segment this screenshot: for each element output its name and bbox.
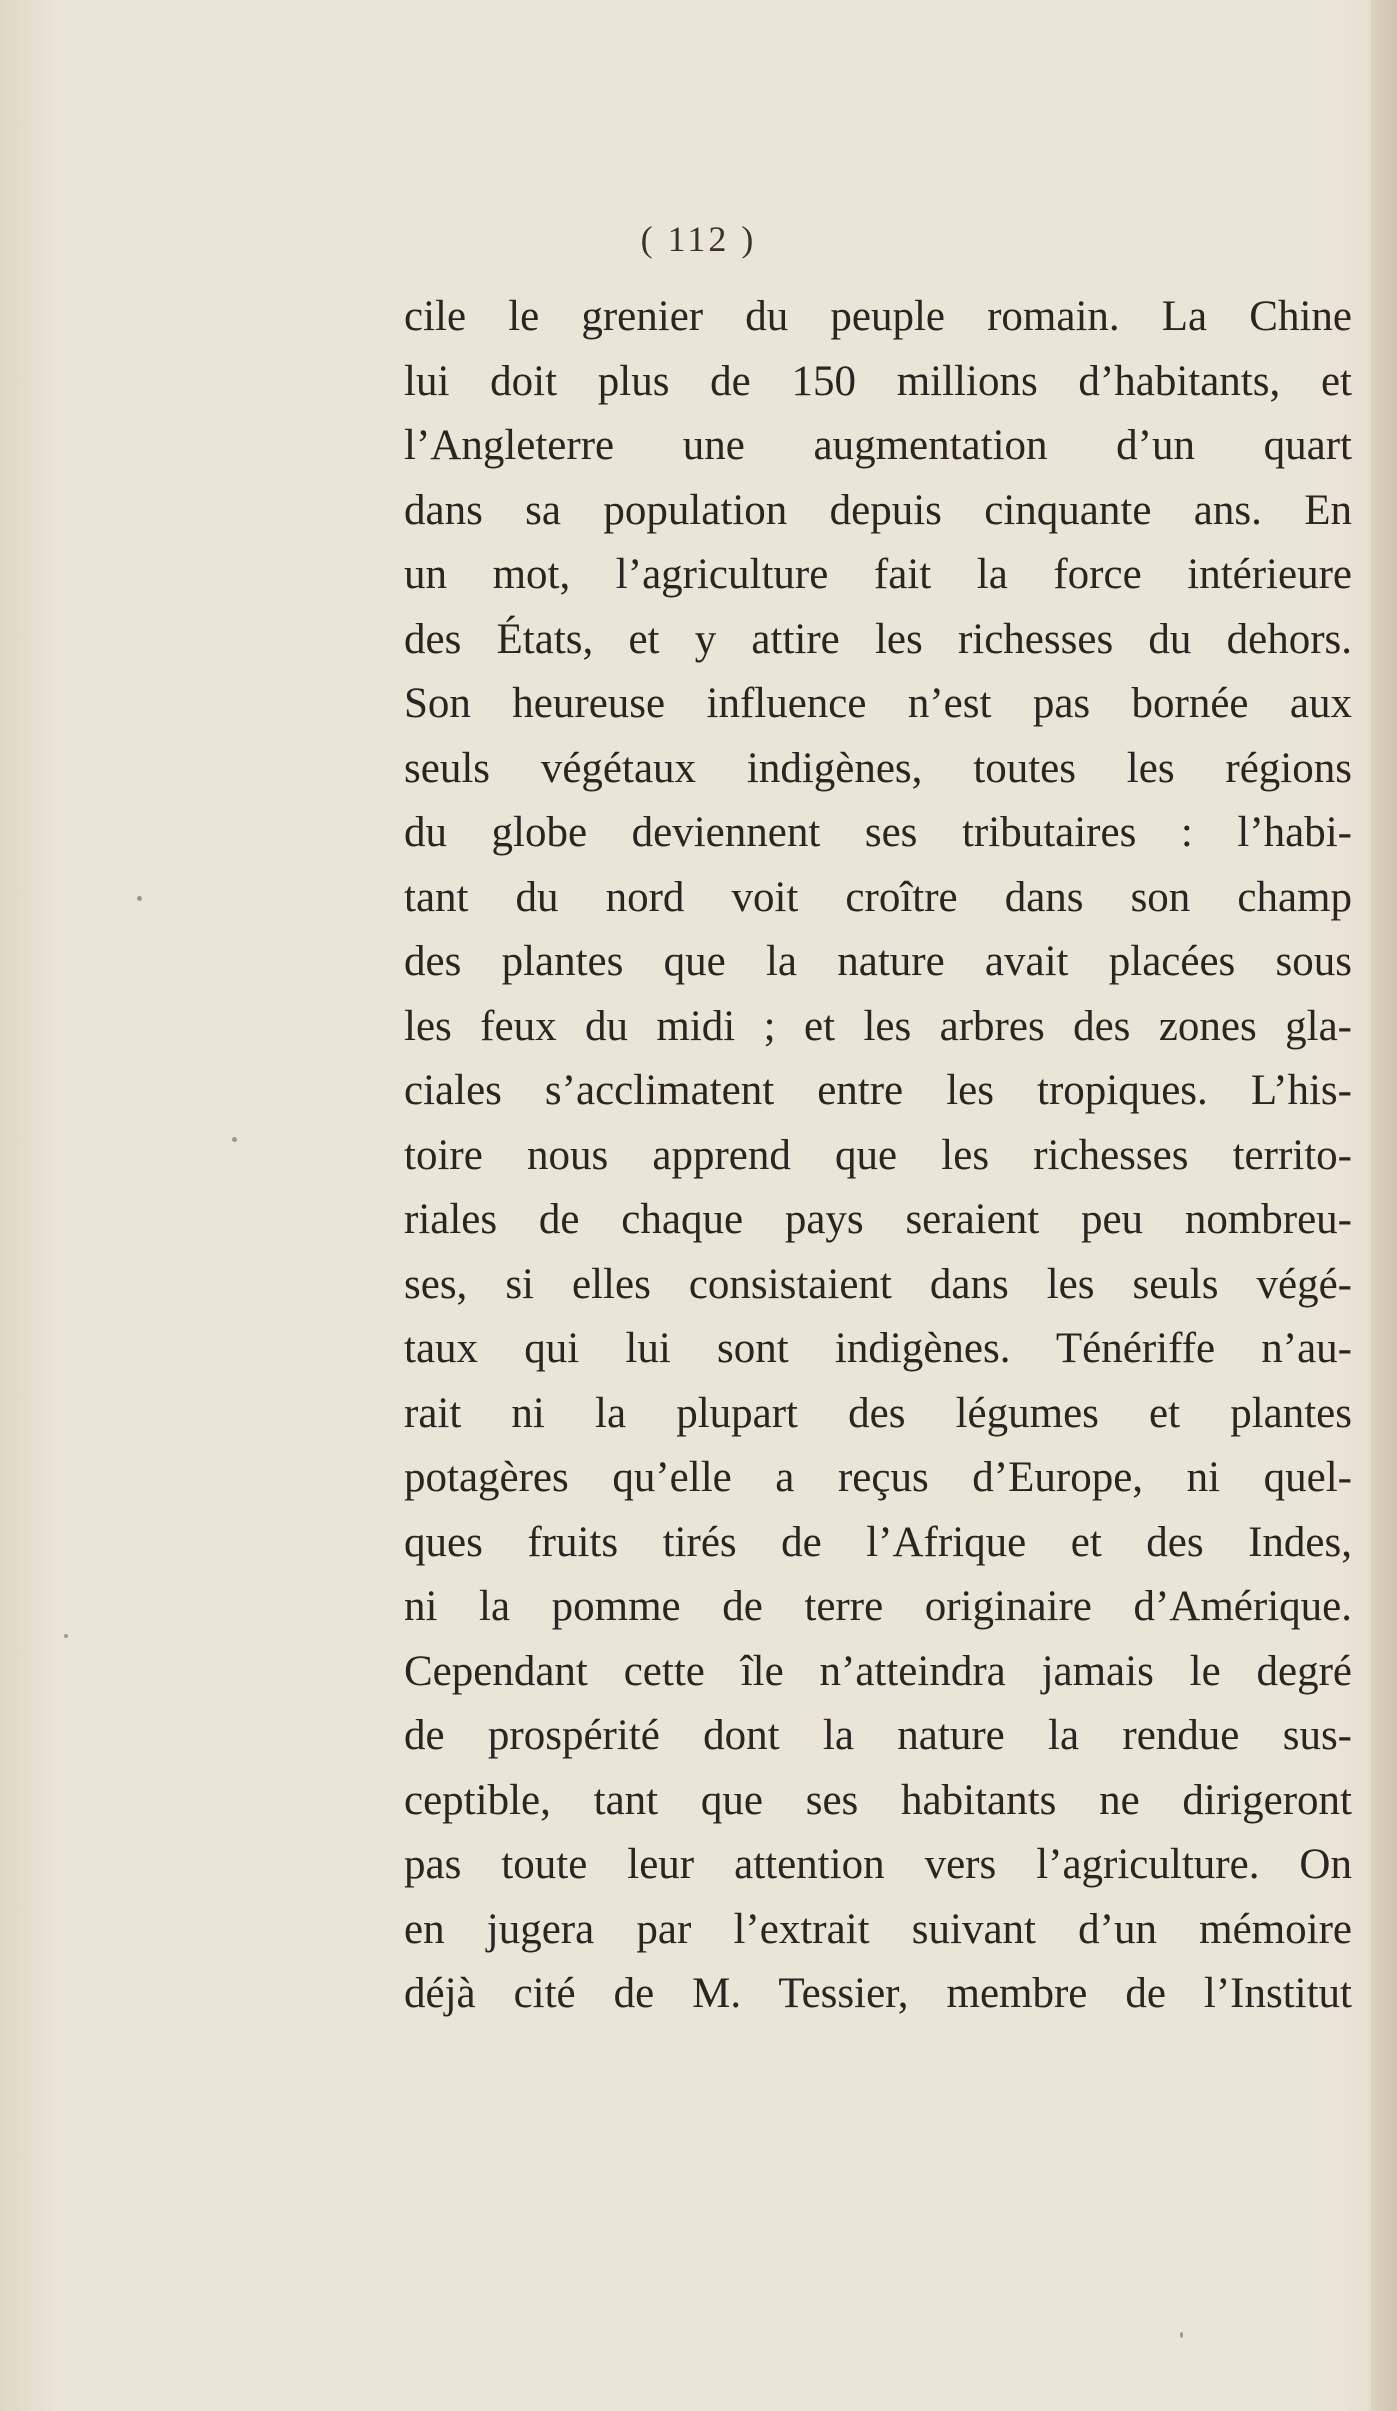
text-line: pas toute leur attention vers l’agriculture. On	[404, 1841, 1352, 1888]
text-line: seuls végétaux indigènes, toutes les régions	[404, 744, 1352, 792]
text-line: Cependant cette île n’atteindra jamais le degré	[404, 1647, 1352, 1695]
text-line: des plantes que la nature avait placées sous	[404, 938, 1352, 985]
paper-speck	[1180, 2332, 1183, 2338]
text-line: ques fruits tirés de l’Afrique et des Indes,	[404, 1518, 1352, 1566]
text-line: ses, si elles consistaient dans les seuls végé-	[404, 1260, 1352, 1308]
text-line: du globe deviennent ses tributaires : l’habi-	[404, 809, 1352, 856]
text-line: déjà cité de M. Tessier, membre de l’Institut	[404, 1970, 1352, 2017]
text-line: dans sa population depuis cinquante ans. En	[404, 486, 1352, 534]
text-line: un mot, l’agriculture fait la force intérieure	[404, 551, 1352, 598]
text-line: ceptible, tant que ses habitants ne dirigeront	[404, 1776, 1352, 1824]
text-line: l’Angleterre une augmentation d’un quart	[404, 422, 1352, 469]
text-line: ciales s’acclimatent entre les tropiques. L’his-	[404, 1067, 1352, 1114]
text-line: toire nous apprend que les richesses territo-	[404, 1131, 1352, 1179]
text-line: tant du nord voit croître dans son champ	[404, 873, 1352, 921]
text-line: de prospérité dont la nature la rendue sus-	[404, 1712, 1352, 1759]
text-line: lui doit plus de 150 millions d’habitants, et	[404, 357, 1352, 405]
text-line: potagères qu’elle a reçus d’Europe, ni quel-	[404, 1454, 1352, 1501]
text-line: les feux du midi ; et les arbres des zones gla-	[404, 1002, 1352, 1050]
paper-speck	[64, 1634, 68, 1638]
text-line: taux qui lui sont indigènes. Ténériffe n’au-	[404, 1325, 1352, 1372]
text-line: cile le grenier du peuple romain. La Chine	[404, 293, 1352, 340]
text-line: en jugera par l’extrait suivant d’un mémoire	[404, 1905, 1352, 1953]
text-line: des États, et y attire les richesses du dehors.	[404, 615, 1352, 663]
page-gutter-shadow	[1371, 0, 1397, 2411]
body-text	[404, 285, 1352, 2027]
page-number: ( 112 )	[640, 219, 757, 259]
paper-speck	[232, 1137, 237, 1142]
text-line: Son heureuse influence n’est pas bornée aux	[404, 680, 1352, 727]
text-line: rait ni la plupart des légumes et plantes	[404, 1389, 1352, 1437]
text-line: riales de chaque pays seraient peu nombreu-	[404, 1196, 1352, 1243]
text-line: ni la pomme de terre originaire d’Amérique.	[404, 1583, 1352, 1630]
paper-speck	[137, 896, 142, 901]
